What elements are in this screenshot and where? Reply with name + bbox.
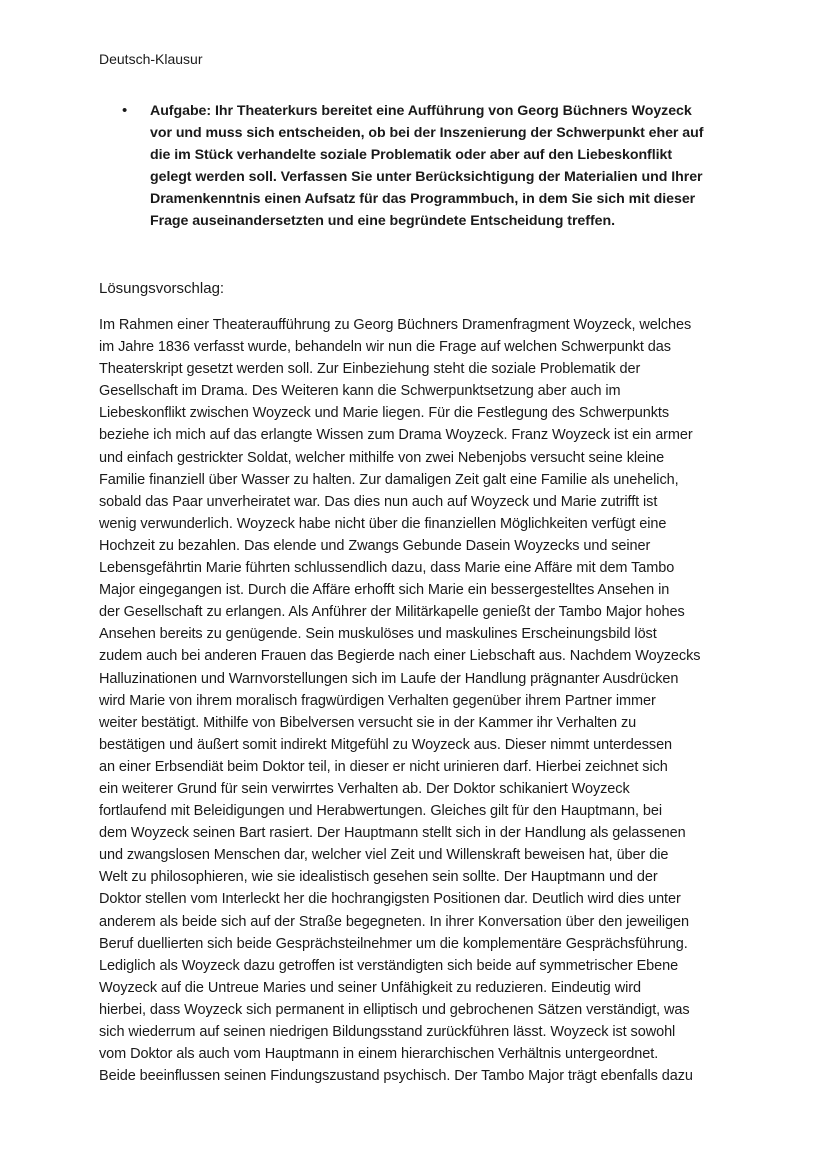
essay-text-line: an einer Erbsendiät beim Doktor teil, in dieser er nicht urinieren darf. Hierbei zeichnet sich bbox=[99, 758, 668, 775]
task-text-line: Frage auseinandersetzten und eine begründete Entscheidung treffen. bbox=[150, 213, 615, 229]
essay-text-line: weiter bestätigt. Mithilfe von Bibelversen versucht sie in der Kammer ihr Verhalten zu bbox=[99, 714, 637, 731]
essay-text-line: und zwangslosen Menschen dar, welcher viel Zeit und Willenskraft beweisen hat, über die bbox=[99, 847, 669, 864]
essay-text-line: Halluzinationen und Warnvorstellungen sich im Laufe der Handlung prägnanter Ausdrücken bbox=[99, 670, 679, 687]
essay-text-line: beziehe ich mich auf das erlangte Wissen zum Drama Woyzeck. Franz Woyzeck ist ein armer bbox=[99, 427, 693, 444]
essay-text-line: wenig verwunderlich. Woyzeck habe nicht über die finanziellen Möglichkeiten verfügt eine bbox=[99, 515, 667, 532]
essay-text-line: Woyzeck auf die Untreue Maries und seiner Unfähigkeit zu reduzieren. Eindeutig wird bbox=[99, 979, 641, 996]
essay-text-line: vom Doktor als auch vom Hauptmann in einem hierarchischen Verhältnis untergeordnet. bbox=[99, 1046, 659, 1063]
essay-text-line: Beruf duellierten sich beide Gesprächsteilnehmer um die komplementäre Gesprächsführung. bbox=[99, 935, 688, 952]
essay-text-line: und einfach gestrickter Soldat, welcher mithilfe von zwei Nebenjobs versucht seine kleine bbox=[99, 449, 665, 466]
essay-body bbox=[99, 314, 739, 1087]
essay-text-line: anderem als beide sich auf der Straße begegneten. In ihrer Konversation über den jeweiligen bbox=[99, 913, 690, 930]
essay-text-line: Liebeskonflikt zwischen Woyzeck und Marie liegen. Für die Festlegung des Schwerpunkts bbox=[99, 405, 670, 422]
essay-text-line: zudem auch bei anderen Frauen das Begierde nach einer Liebschaft aus. Nachdem Woyzecks bbox=[99, 648, 701, 665]
task-text-line: gelegt werden soll. Verfassen Sie unter Berücksichtigung der Materialien und Ihrer bbox=[150, 169, 703, 185]
bullet-icon: • bbox=[122, 102, 128, 119]
essay-text-line: Hochzeit zu bezahlen. Das elende und Zwangs Gebunde Dasein Woyzecks und seiner bbox=[99, 537, 651, 554]
document-header: Deutsch-Klausur bbox=[99, 51, 203, 67]
essay-text-line: Familie finanziell über Wasser zu halten. Zur damaligen Zeit galt eine Familie als unehelich, bbox=[99, 471, 679, 488]
task-text-line: vor und muss sich entscheiden, ob bei der Inszenierung der Schwerpunkt eher auf bbox=[150, 125, 704, 141]
essay-text-line: sobald das Paar unverheiratet war. Das dies nun auch auf Woyzeck und Marie zutrifft ist bbox=[99, 493, 658, 510]
essay-text-line: Im Rahmen einer Theateraufführung zu Georg Büchners Dramenfragment Woyzeck, welches bbox=[99, 317, 692, 333]
essay-text-line: dem Woyzeck seinen Bart rasiert. Der Hauptmann stellt sich in der Handlung als gelassenen bbox=[99, 825, 686, 842]
task-text-line: Aufgabe: Ihr Theaterkurs bereitet eine Aufführung von Georg Büchners Woyzeck bbox=[150, 103, 692, 119]
essay-text-line: Welt zu philosophieren, wie sie idealistisch gesehen sein sollte. Der Hauptmann und der bbox=[99, 869, 658, 886]
essay-text-line: der Gesellschaft zu erlangen. Als Anführer der Militärkapelle genießt der Tambo Major hohes bbox=[99, 604, 685, 621]
task-text-line: Dramenkenntnis einen Aufsatz für das Programmbuch, in dem Sie sich mit dieser bbox=[150, 191, 696, 207]
essay-text-line: Theaterskript gesetzt werden soll. Zur Einbeziehung steht die soziale Problematik der bbox=[99, 361, 641, 378]
task-text bbox=[150, 100, 703, 232]
essay-text-line: sich wiederrum auf seinen niedrigen Bildungsstand zurückführen lässt. Woyzeck ist sowohl bbox=[99, 1024, 676, 1040]
essay-text-line: im Jahre 1836 verfasst wurde, behandeln wir nun die Frage auf welchen Schwerpunkt das bbox=[99, 339, 671, 356]
essay-text-line: Gesellschaft im Drama. Des Weiteren kann die Schwerpunktsetzung aber auch im bbox=[99, 383, 621, 400]
essay-text-line: Doktor stellen vom Interleckt her die hochrangigsten Positionen dar. Deutlich wird dies unter bbox=[99, 891, 681, 908]
essay-text-line: ein weiterer Grund für sein verwirrtes Verhalten ab. Der Doktor schikaniert Woyzeck bbox=[99, 780, 630, 797]
essay-text-line: wird Marie von ihrem moralisch fragwürdigen Verhalten gegenüber ihrem Partner immer bbox=[99, 692, 656, 709]
essay-text-line: hierbei, dass Woyzeck sich permanent in elliptisch und gebrochenen Sätzen verständigt, was bbox=[99, 1001, 690, 1018]
essay-text-line: Lebensgefährtin Marie führten schlussendlich dazu, dass Marie eine Affäre mit dem Tambo bbox=[99, 560, 675, 577]
essay-text-line: fortlaufend mit Beleidigungen und Herabwertungen. Gleiches gilt für den Hauptmann, bei bbox=[99, 803, 663, 820]
essay-text-line: Major eingegangen ist. Durch die Affäre erhofft sich Marie ein bessergestelltes Ansehen in bbox=[99, 582, 670, 599]
essay-text-line: bestätigen und äußert somit indirekt Mitgefühl zu Woyzeck aus. Dieser nimmt unterdessen bbox=[99, 736, 673, 753]
task-text-line: die im Stück verhandelte soziale Problematik oder aber auf den Liebeskonflikt bbox=[150, 147, 673, 163]
essay-text-line: Beide beeinflussen seinen Findungszustand psychisch. Der Tambo Major trägt ebenfalls dazu bbox=[99, 1068, 693, 1085]
essay-text-line: Ansehen bereits zu genügende. Sein muskulöses und maskulines Erscheinungsbild löst bbox=[99, 626, 657, 643]
essay-text-line: Lediglich als Woyzeck dazu getroffen ist verständigten sich beide auf symmetrischer Ebene bbox=[99, 957, 679, 974]
solution-label: Lösungsvorschlag: bbox=[99, 280, 225, 297]
